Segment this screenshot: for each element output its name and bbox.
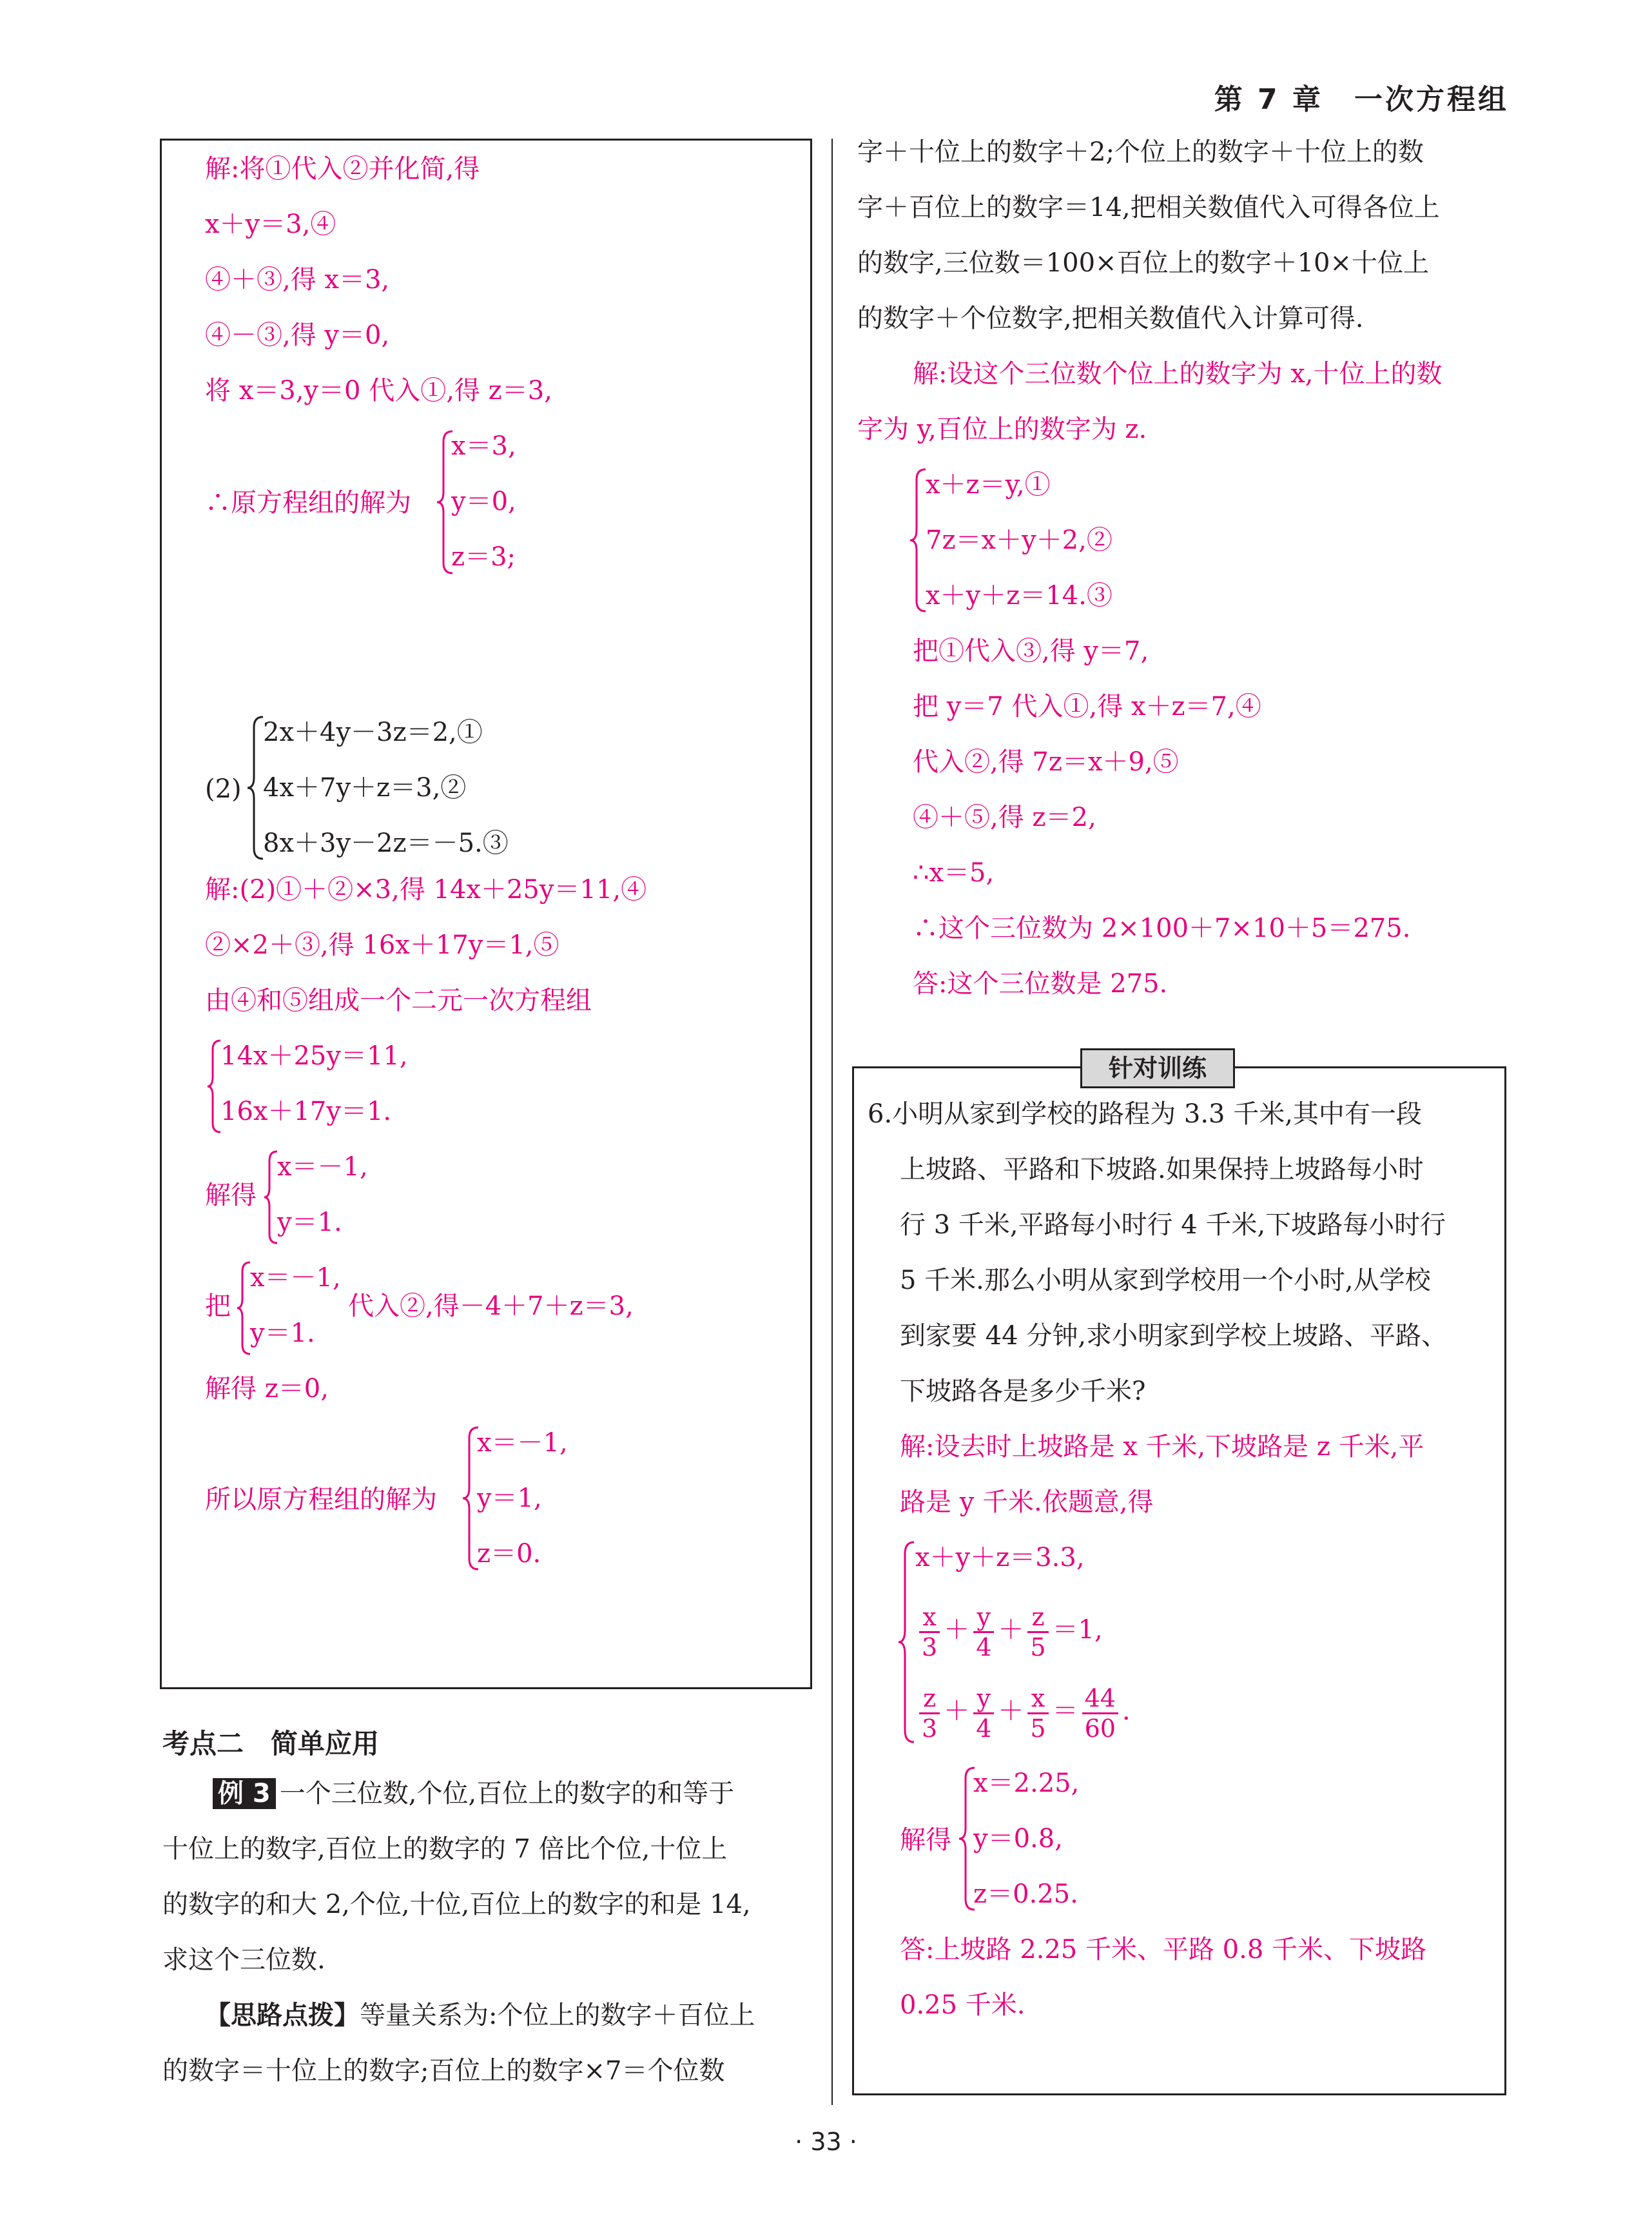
example-first-line [213,1776,734,1812]
sol2-solve-y: y＝1. [277,1208,342,1237]
sol1-line2: ④＋③,得 x＝3, [205,265,390,295]
example-text-line4: 求这个三位数. [162,1945,326,1975]
q2-label: (2) [205,774,242,804]
sol2-line3: 由④和⑤组成一个二元一次方程组 [205,986,592,1015]
chapter-header: 第 7 章 一次方程组 [1214,83,1509,116]
training-q-line3: 行 3 千米,平路每小时行 4 千米,下坡路每小时行 [900,1210,1446,1240]
eq2-frac1: $\frac{x}{3}$ [919,1603,940,1661]
example-text-line3: 的数字的和大 2,个位,十位,百位上的数字的和是 14, [162,1890,751,1919]
section-title: 考点二 简单应用 [162,1728,380,1759]
sol2-system-eq2: 16x＋17y＝1. [220,1097,392,1126]
training-answer1: 答:上坡路 2.25 千米、平路 0.8 千米、下坡路 [900,1935,1427,1964]
ex-sol-intro1: 解:设这个三位数个位上的数字为 x,十位上的数 [913,359,1443,389]
example-text-line1: 一个三位数,个位,百位上的数字的和等于 [279,1779,735,1808]
sol1-conclusion-x: x＝3, [451,431,516,461]
sol2-system-eq1: 14x＋25y＝11, [220,1041,408,1071]
hint-line4: 字＋百位上的数字＝14,把相关数值代入可得各位上 [857,193,1440,222]
sol2-sub-suffix: 代入②,得－4＋7＋z＝3, [348,1291,634,1321]
ex-sol-intro2: 字为 y,百位上的数字为 z. [857,415,1147,444]
training-q-line5: 到家要 44 分钟,求小明家到学校上坡路、平路、 [900,1321,1448,1351]
sol2-line2: ②×2＋③,得 16x＋17y＝1,⑤ [205,930,559,960]
training-sol-intro2: 路是 y 千米.依题意,得 [900,1487,1154,1517]
ex-sys-eq1: x＋z＝y,① [926,470,1051,500]
training-solve-z: z＝0.25. [973,1879,1078,1909]
eq3-frac1: $\frac{z}{3}$ [919,1684,940,1743]
eq2-frac3: $\frac{z}{5}$ [1027,1603,1048,1661]
training-eq2: $\frac{x}{3}$ ＋ $\frac{y}{4}$ ＋ $\frac{z}{5}$ ＝1, [915,1599,1103,1661]
training-sol-intro1: 解:设去时上坡路是 x 千米,下坡路是 z 千米,平 [900,1432,1424,1462]
training-eq3: $\frac{z}{3}$ ＋ $\frac{y}{4}$ ＋ $\frac{x}{5}$ ＝ $\frac{44}{60}$ . [915,1680,1131,1743]
sol1-line1: x＋y＝3,④ [205,210,336,239]
ex-sol-l5: ∴x＝5, [913,858,995,888]
training-solve-x: x＝2.25, [973,1768,1080,1798]
sol2-sub-y: y＝1. [250,1318,315,1348]
sol2-sub-prefix: 把 [205,1291,231,1321]
hint-line1: 等量关系为:个位上的数字＋百位上 [360,2001,755,2030]
sol2-line1: 解:(2)①＋②×3,得 14x＋25y＝11,④ [205,875,647,905]
sol1-intro: 解:将①代入②并化简,得 [205,154,480,184]
eq3-frac3: $\frac{x}{5}$ [1027,1684,1048,1743]
training-solve-y: y＝0.8, [973,1824,1063,1854]
hint-line6: 的数字＋个位数字,把相关数值代入计算可得. [857,304,1364,333]
training-solve-label: 解得 [900,1825,951,1855]
hint-label: 【思路点拨】 [205,2001,360,2030]
training-q-line1: 6.小明从家到学校的路程为 3.3 千米,其中有一段 [868,1099,1422,1129]
ex-sys-eq2: 7z＝x＋y＋2,② [926,525,1113,555]
hint-line2: 的数字＝十位上的数字;百位上的数字×7＝个位数 [162,2056,725,2086]
hint-line5: 的数字,三位数＝100×百位上的数字＋10×十位上 [857,248,1429,278]
ex-sol-l4: ④＋⑤,得 z＝2, [913,803,1096,832]
brace-training-system [897,1540,917,1745]
ex-sol-l3: 代入②,得 7z＝x＋9,⑤ [913,747,1179,777]
sol2-sub-x: x＝－1, [250,1263,341,1293]
training-answer2: 0.25 千米. [900,1990,1025,2020]
sol2-conclusion-x: x＝－1, [477,1428,568,1458]
sol1-line4: 将 x＝3,y＝0 代入①,得 z＝3, [205,376,552,406]
page-number: · 33 · [795,2128,857,2156]
sol1-conclusion-y: y＝0, [451,487,516,516]
sol2-z: 解得 z＝0, [205,1374,329,1404]
sol1-line3: ④－③,得 y＝0, [205,320,390,350]
q2-eq2: 4x＋7y＋z＝3,② [263,773,467,803]
training-q-line2: 上坡路、平路和下坡路.如果保持上坡路每小时 [900,1155,1424,1184]
sol2-conclusion-z: z＝0. [477,1539,541,1569]
eq3-frac4: $\frac{44}{60}$ [1082,1684,1118,1743]
sol2-solve-label: 解得 [205,1180,257,1210]
sol2-conclusion-y: y＝1, [477,1484,542,1513]
sol2-conclusion-label: 所以原方程组的解为 [205,1485,437,1514]
eq2-frac2: $\frac{y}{4}$ [973,1603,994,1661]
example-text-line2: 十位上的数字,百位上的数字的 7 倍比个位,十位上 [162,1834,728,1864]
ex-sol-l1: 把①代入③,得 y＝7, [913,636,1149,666]
sol1-conclusion-z: z＝3; [451,542,516,572]
training-q-line6: 下坡路各是多少千米? [900,1376,1146,1406]
training-badge: 针对训练 [1080,1048,1235,1088]
training-q-line4: 5 千米.那么小明从家到学校用一个小时,从学校 [900,1266,1431,1295]
eq3-frac2: $\frac{y}{4}$ [973,1684,994,1743]
q2-eq1: 2x＋4y－3z＝2,① [263,718,483,747]
ex-sol-l6: ∴这个三位数为 2×100＋7×10＋5＝275. [913,914,1411,943]
sol2-solve-x: x＝－1, [277,1152,368,1182]
ex-sol-answer: 答:这个三位数是 275. [913,969,1168,999]
q2-eq3: 8x＋3y－2z＝－5.③ [263,828,509,858]
training-eq1: x＋y＋z＝3.3, [915,1543,1085,1572]
example-label: 例 3 [213,1778,276,1809]
column-divider [831,139,833,2105]
ex-sol-l2: 把 y＝7 代入①,得 x＋z＝7,④ [913,692,1261,721]
hint-line3: 字＋十位上的数字＋2;个位上的数字＋十位上的数 [857,137,1424,167]
ex-sys-eq3: x＋y＋z＝14.③ [926,581,1113,611]
hint-first-line [205,1997,755,2033]
sol1-conclusion-label: ∴原方程组的解为 [205,488,411,518]
